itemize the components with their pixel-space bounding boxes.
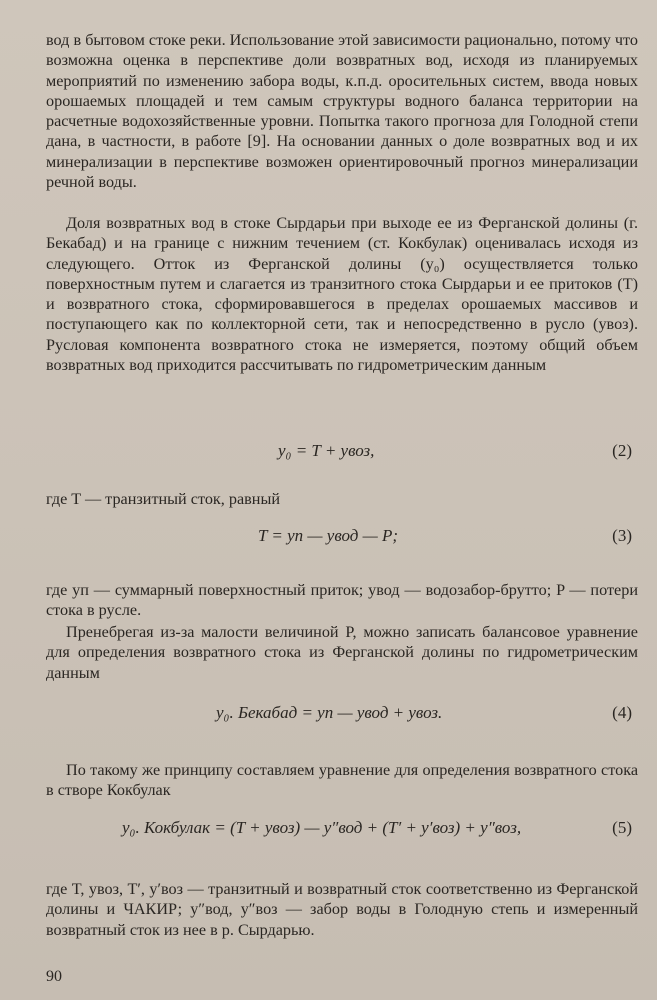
paragraph-text: где T — транзитный сток, равный	[46, 490, 280, 508]
equation-4	[46, 703, 638, 727]
paragraph-text: вод в бытовом стоке реки. Использование этой зависимости рационально, потому что возможна оценка в перспективе доли возвратных вод, исходя из планируемых мероприятий по изменению забора воды, к.п.д. оросительных систем, ввода новых орошаемых площадей и тем самым структуры водного баланса территории на расчетные водохозяйственные уровни. Попытка такого прогноза для Голодной степи дана, в частности, в работе [9]. На основании данных о доле возвратных вод и их минерализации в перспективе возможен ориентировочный прогноз минерализации речной воды.	[46, 31, 638, 192]
equation-number: (2)	[612, 441, 632, 460]
paragraph-kokbulak	[46, 760, 638, 801]
page-number: 90	[46, 968, 62, 985]
equation-number: (4)	[612, 703, 632, 722]
paragraph-text: где T, yвоз, T′, y′воз — транзитный и возвратный сток соответственно из Ферганской долины и ЧАКИР; y″вод, y″воз — забор воды в Голодную степь и измеренный возвратный сток из нее в р. Сырдарью.	[46, 880, 638, 939]
paragraph-text: По такому же принципу составляем уравнение для определения возвратного стока в створе Кокбулак	[46, 761, 638, 800]
paragraph-variables	[46, 580, 638, 621]
paragraph-return-flow-share	[46, 213, 638, 375]
equation-expression: T = yп — yвод — P;	[258, 526, 399, 545]
equation-number: (5)	[612, 818, 632, 837]
paragraph-definitions	[46, 879, 638, 940]
equation-5	[46, 818, 638, 842]
equation-2	[46, 441, 638, 465]
paragraph-text: Доля возвратных вод в стоке Сырдарьи при выходе ее из Ферганской долины (г. Бекабад) и на границе с нижним течением (ст. Кокбулак) оценивалась исходя из следующего. Отток из Ферганской долины (y₀) осуществляется только поверхностным путем и слагается из транзитного стока Сырдарьи и ее притоков (T) и возвратного стока, сформировавшегося в пределах орошаемых массивов и поступающего как по коллекторной сети, так и непосредственно в русло (yвоз). Русловая компонента возвратного стока не измеряется, поэтому общий объем возвратных вод приходится рассчитывать по гидрометрическим данным	[46, 214, 638, 375]
equation-expression: y₀ = T + yвоз,	[278, 441, 375, 460]
equation-3	[46, 526, 638, 550]
paragraph-text: где yп — суммарный поверхностный приток; yвод — водозабор-брутто; P — потери стока в русле.	[46, 581, 638, 620]
paragraph-transit-definition	[46, 489, 638, 509]
paragraph-continuation	[46, 30, 638, 192]
equation-number: (3)	[612, 526, 632, 545]
paragraph-balance-equation	[46, 622, 638, 683]
equation-expression: y₀. Бекабад = yп — yвод + yвоз.	[216, 703, 443, 722]
equation-expression: y₀. Кокбулак = (T + yвоз) — y″вод + (T′ + y′воз) + y″воз,	[122, 818, 522, 837]
paragraph-text: Пренебрегая из-за малости величиной P, можно записать балансовое уравнение для определения возвратного стока из Ферганской долины по гидрометрическим данным	[46, 623, 638, 682]
